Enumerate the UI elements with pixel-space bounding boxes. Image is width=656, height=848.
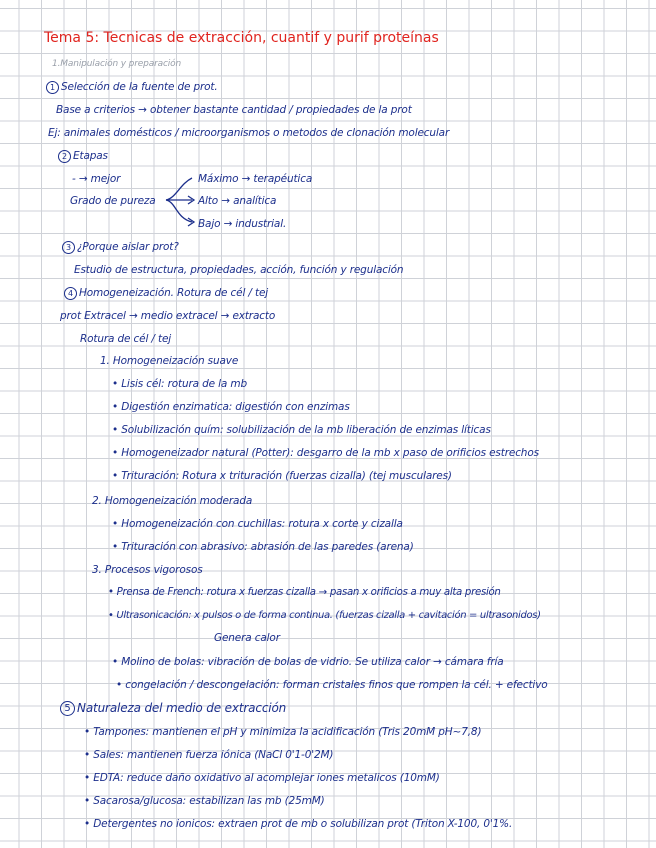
heading-text: Homogeneización. Rotura de cél / tej (79, 287, 269, 299)
circled-number: 5 (60, 701, 75, 716)
note-line: - → mejor (72, 173, 121, 185)
list-item: • Sales: mantienen fuerza iónica (NaCl 0'1-0'2M) (84, 749, 334, 761)
heading-text: Selección de la fuente de prot. (61, 81, 218, 93)
list-item: • Trituración: Rotura x trituración (fuerzas cizalla) (tej musculares) (112, 470, 452, 482)
list-item: • Detergentes no ionicos: extraen prot de mb o solubilizan prot (Triton X-100, 0'1%. (84, 818, 513, 830)
heading-homogeneizacion (64, 286, 268, 300)
note-line: Ej: animales domésticos / microorganismos o metodos de clonación molecular (48, 127, 450, 139)
branch-item: Máximo → terapéutica (198, 173, 313, 185)
list-item: • Homogeneización con cuchillas: rotura x corte y cizalla (112, 518, 403, 530)
list-item: • Tampones: mantienen el pH y minimiza la acidificación (Tris 20mM pH~7,8) (84, 726, 482, 738)
subheading: 3. Procesos vigorosos (92, 564, 203, 576)
heading-seleccion (46, 80, 218, 94)
list-item: • Homogeneizador natural (Potter): desgarro de la mb x paso de orificios estrechos (112, 447, 539, 459)
list-item: • congelación / descongelación: forman cristales finos que rompen la cél. + efectivo (116, 679, 548, 691)
branch-item: Bajo → industrial. (198, 218, 287, 230)
subheading: 1. Homogeneización suave (100, 355, 239, 367)
heading-medio (60, 701, 286, 716)
list-item: • Sacarosa/glucosa: estabilizan las mb (25mM) (84, 795, 325, 807)
list-item: • Ultrasonicación: x pulsos o de forma continua. (fuerzas cizalla + cavitación = ultrasonidos) (108, 610, 541, 621)
subheading: 2. Homogeneización moderada (92, 495, 253, 507)
circled-number: 4 (64, 287, 77, 300)
note-line: Rotura de cél / tej (80, 333, 172, 345)
list-item: • Lisis cél: rotura de la mb (112, 378, 247, 390)
list-item: • Prensa de French: rotura x fuerzas cizalla → pasan x orificios a muy alta presión (108, 587, 501, 598)
list-item: • Solubilización quím: solubilización de la mb liberación de enzimas líticas (112, 424, 491, 436)
list-item: • Digestión enzimatica: digestión con enzimas (112, 401, 350, 413)
circled-number: 3 (62, 241, 75, 254)
heading-etapas (58, 149, 108, 163)
branch-item: Alto → analítica (198, 195, 277, 207)
page-title: Tema 5: Tecnicas de extracción, cuantif y purif proteínas (44, 30, 439, 46)
section-subtitle: 1.Manipulación y preparación (52, 59, 182, 69)
note-line: Base a criterios → obtener bastante cantidad / propiedades de la prot (56, 104, 412, 116)
branch-arrows (164, 172, 200, 228)
note-line: Estudio de estructura, propiedades, acción, función y regulación (74, 264, 404, 276)
heading-text: ¿Porque aislar prot? (77, 241, 179, 253)
note-line: Genera calor (214, 632, 280, 644)
note-line: prot Extracel → medio extracel → extracto (60, 310, 276, 322)
list-item: • Trituración con abrasivo: abrasión de las paredes (arena) (112, 541, 414, 553)
heading-porque (62, 240, 179, 254)
circled-number: 2 (58, 150, 71, 163)
note-line: Grado de pureza (70, 195, 156, 207)
heading-text: Naturaleza del medio de extracción (77, 701, 287, 715)
list-item: • EDTA: reduce daño oxidativo al acomplejar iones metalicos (10mM) (84, 772, 440, 784)
list-item: • Molino de bolas: vibración de bolas de vidrio. Se utiliza calor → cámara fría (112, 656, 504, 668)
circled-number: 1 (46, 81, 59, 94)
heading-text: Etapas (73, 150, 108, 162)
